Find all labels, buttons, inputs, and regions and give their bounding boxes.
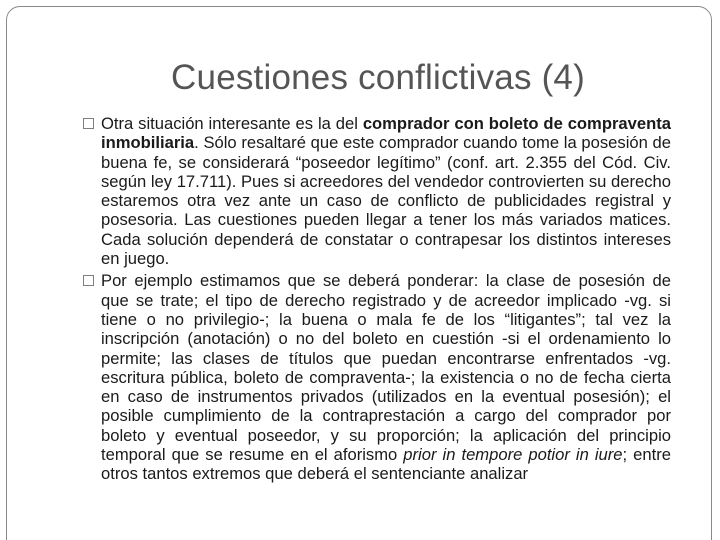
bullet-list	[84, 114, 671, 487]
text-run: . Sólo resaltaré que este comprador cuando tome la posesión de buena fe, se considerará “poseedor legítimo” (conf. art. 2.355 del Cód. Civ. según ley 17.711). Pues si acreedores del vendedor controvierten su derecho estaremos otra vez ante un caso de conflicto de publicidades registral y posesoria. Las cuestiones pueden llegar a tener los más variados matices. Cada solución dependerá de constatar o contrapesar los distintos intereses en juego.	[101, 133, 671, 269]
square-bullet-icon	[83, 275, 94, 286]
slide-title: Cuestiones conflictivas (4)	[171, 58, 585, 97]
text-run: Por ejemplo estimamos que se deberá ponderar: la clase de posesión de que se trate; el tipo de derecho registrado y de acreedor implicado -vg. si tiene o no privilegio-; la buena o mala fe de los “litigantes”; tal vez la inscripción (anotación) o no del boleto en cuestión -si el ordenamiento lo permite; las clases de títulos que puedan encontrarse enfrentados -vg. escritura pública, boleto de compraventa-; la existencia o no de fecha cierta en caso de instrumentos privados (utilizados en la eventual posesión); el posible cumplimiento de la contraprestación a cargo del comprador por boleto y eventual poseedor, y su proporción; la aplicación del principio temporal que se resume en el aforismo	[101, 271, 671, 465]
bullet-text	[101, 114, 671, 268]
text-run: Otra situación interesante es la del	[101, 114, 363, 133]
bullet-item	[84, 114, 671, 268]
text-run: ; entre otros tantos extremos que deberá el sentenciante analizar	[101, 445, 671, 484]
bullet-item	[84, 271, 671, 483]
square-bullet-icon	[83, 118, 94, 129]
italic-text-run: prior in tempore potior in iure	[403, 445, 623, 465]
bullet-text	[101, 271, 671, 483]
bold-text-run: comprador con boleto de compraventa inmobiliaria	[101, 114, 671, 153]
